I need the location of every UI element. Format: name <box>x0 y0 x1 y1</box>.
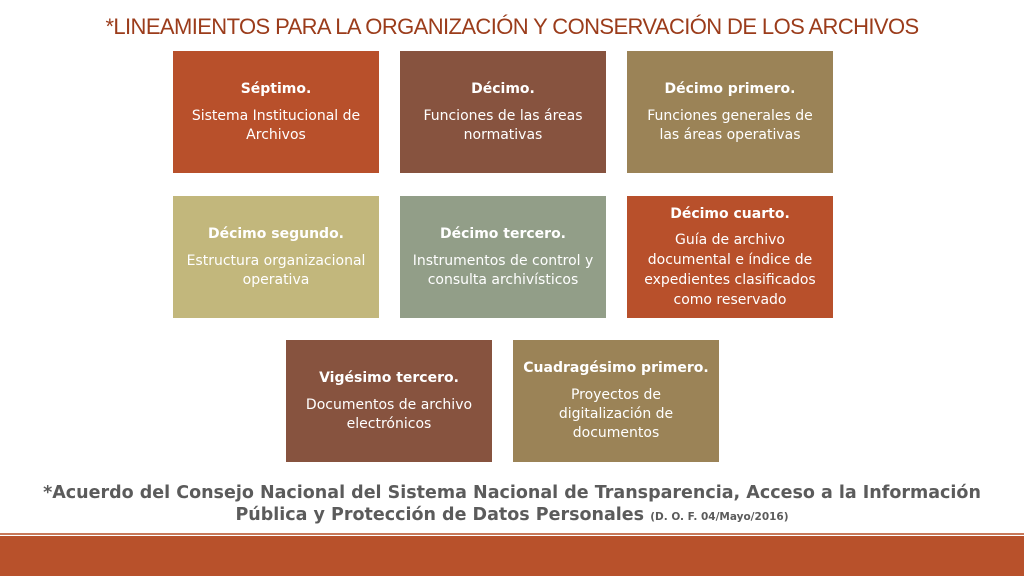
box-cuadragesimo-primero <box>513 340 719 462</box>
box-text: Guía de archivo documental e índice de expedientes clasificados como reservado <box>644 231 816 308</box>
box-vigesimo-tercero <box>286 340 492 462</box>
box-heading: Décimo. <box>471 80 535 97</box>
box-heading: Décimo tercero. <box>439 225 567 242</box>
box-decimo-cuarto <box>627 196 833 318</box>
box-text: Funciones generales de las áreas operativas <box>647 107 813 143</box>
footnote-line2-wrap <box>0 504 1024 528</box>
box-text: Proyectos de digitalización de documentos <box>558 387 674 441</box>
box-text: Instrumentos de control y consulta archivísticos <box>412 252 594 288</box>
box-heading: Décimo segundo. <box>207 225 345 242</box>
box-decimo <box>400 51 606 173</box>
footnote-line2: Pública y Protección de Datos Personales <box>235 505 645 525</box>
box-heading: Cuadragésimo primero. <box>523 360 709 376</box>
box-text: Estructura organizacional operativa <box>186 252 366 288</box>
slide-title: *LINEAMIENTOS PARA LA ORGANIZACIÓN Y CONSERVACIÓN DE LOS ARCHIVOS <box>105 14 919 39</box>
footnote <box>0 482 1024 528</box>
box-heading: Décimo cuarto. <box>670 205 790 222</box>
box-decimo-tercero <box>400 196 606 318</box>
box-decimo-primero <box>627 51 833 173</box>
box-decimo-segundo <box>173 196 379 318</box>
box-text: Funciones de las áreas normativas <box>423 107 583 143</box>
footnote-line1: *Acuerdo del Consejo Nacional del Sistema Nacional de Transparencia, Acceso a la Información <box>43 483 981 503</box>
footer-divider <box>0 533 1024 535</box>
box-septimo <box>173 51 379 173</box>
box-heading: Décimo primero. <box>664 80 796 97</box>
footnote-source: (D. O. F. 04/Mayo/2016) <box>650 511 789 523</box>
box-text: Sistema Institucional de Archivos <box>191 107 361 143</box>
box-heading: Vigésimo tercero. <box>319 369 459 386</box>
box-heading: Séptimo. <box>240 80 312 97</box>
box-text: Documentos de archivo electrónicos <box>305 396 473 432</box>
footer-bar <box>0 536 1024 576</box>
